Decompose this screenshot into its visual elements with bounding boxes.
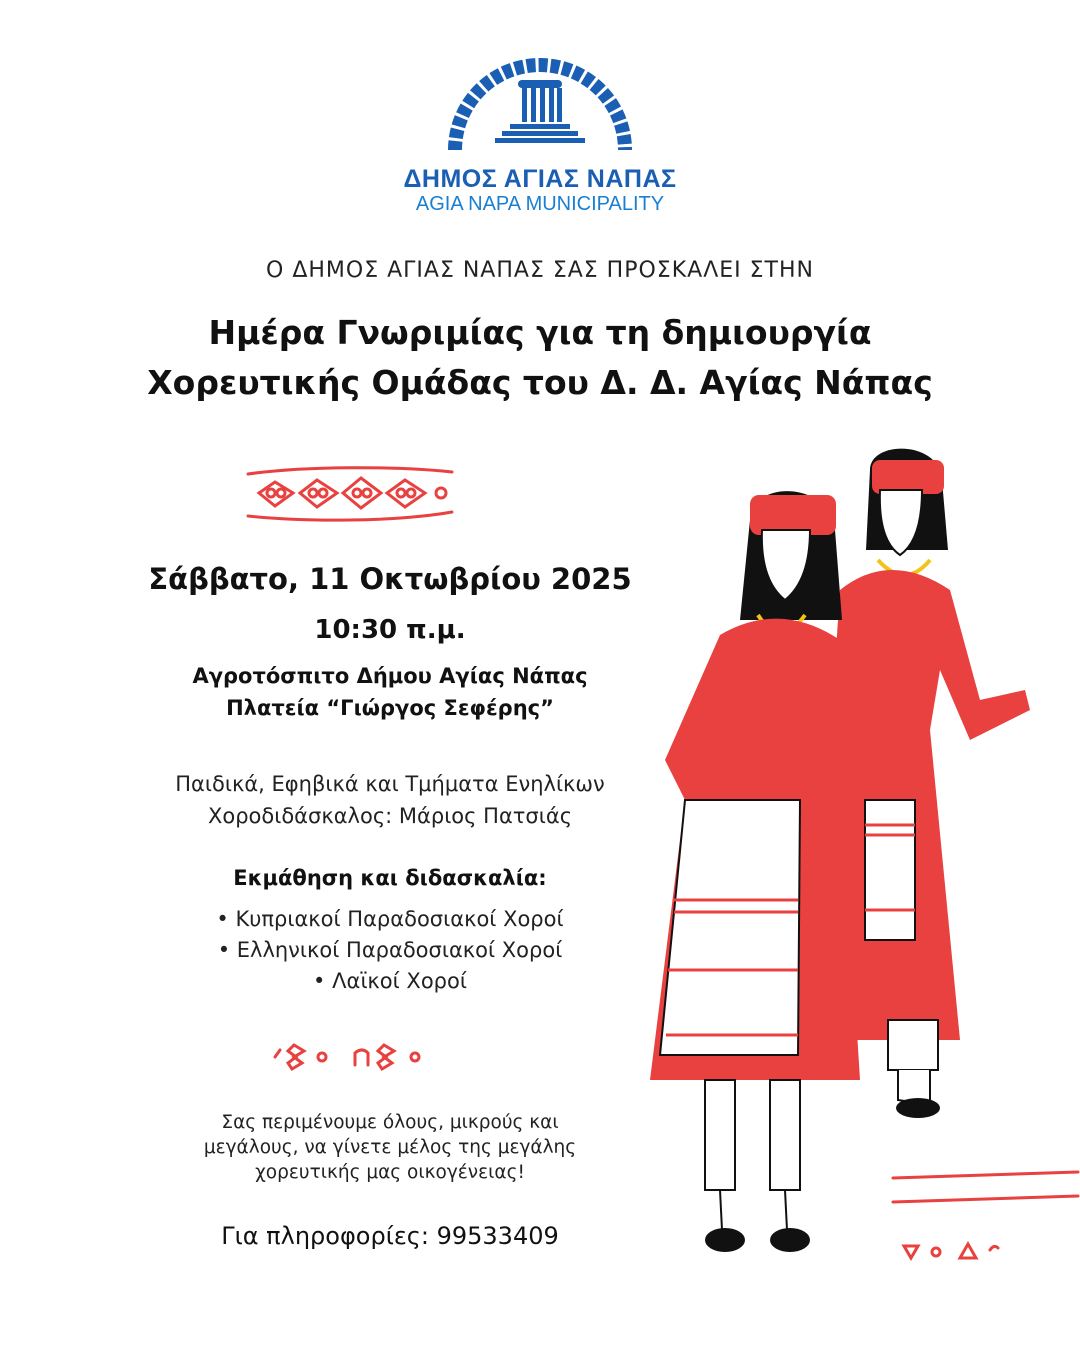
ornament-small [270, 1035, 440, 1075]
list-item: • Ελληνικοί Παραδοσιακοί Χοροί [217, 938, 563, 962]
learning-title: Εκμάθηση και διδασκαλία: [233, 866, 547, 890]
ornament-band [245, 462, 455, 524]
event-time: 10:30 π.μ. [314, 615, 466, 645]
event-title-line-2: Χορευτικής Ομάδας του Δ. Δ. Αγίας Νάπας [147, 363, 933, 402]
closing-line-3: χορευτικής μας οικογένειας! [255, 1162, 525, 1183]
event-title-line-1: Ημέρα Γνωριμίας για τη δημιουργία [208, 313, 872, 352]
dancers-illustration [630, 440, 1080, 1280]
event-date: Σάββατο, 11 Οκτωβρίου 2025 [148, 562, 632, 596]
closing-line-2: μεγάλους, να γίνετε μέλος της μεγάλης [203, 1137, 577, 1158]
invitation-intro: Ο ΔΗΜΟΣ ΑΓΙΑΣ ΝΑΠΑΣ ΣΑΣ ΠΡΟΣΚΑΛΕΙ ΣΤΗΝ [266, 258, 814, 283]
instructor: Χοροδιδάσκαλος: Μάριος Πατσιάς [207, 804, 573, 828]
venue-line-1: Αγροτόσπιτο Δήμου Αγίας Νάπας [192, 664, 588, 688]
org-name-english: AGIA NAPA MUNICIPALITY [415, 193, 665, 215]
list-item: • Λαϊκοί Χοροί [313, 969, 467, 993]
closing-line-1: Σας περιμένουμε όλους, μικρούς και [221, 1112, 559, 1133]
class-groups: Παιδικά, Εφηβικά και Τμήματα Ενηλίκων [175, 772, 605, 796]
front-dancer [650, 491, 860, 1252]
org-name-greek: ΔΗΜΟΣ ΑΓΙΑΣ ΝΑΠΑΣ [403, 165, 677, 193]
ornament-lines-right [888, 1162, 1080, 1212]
event-title [0, 308, 1080, 408]
municipality-logo [440, 30, 640, 160]
venue-line-2: Πλατεία “Γιώργος Σεφέρης” [226, 696, 554, 720]
ornament-small-right [898, 1236, 1008, 1266]
contact-info: Για πληροφορίες: 99533409 [221, 1222, 559, 1250]
list-item: • Κυπριακοί Παραδοσιακοί Χοροί [216, 907, 564, 931]
